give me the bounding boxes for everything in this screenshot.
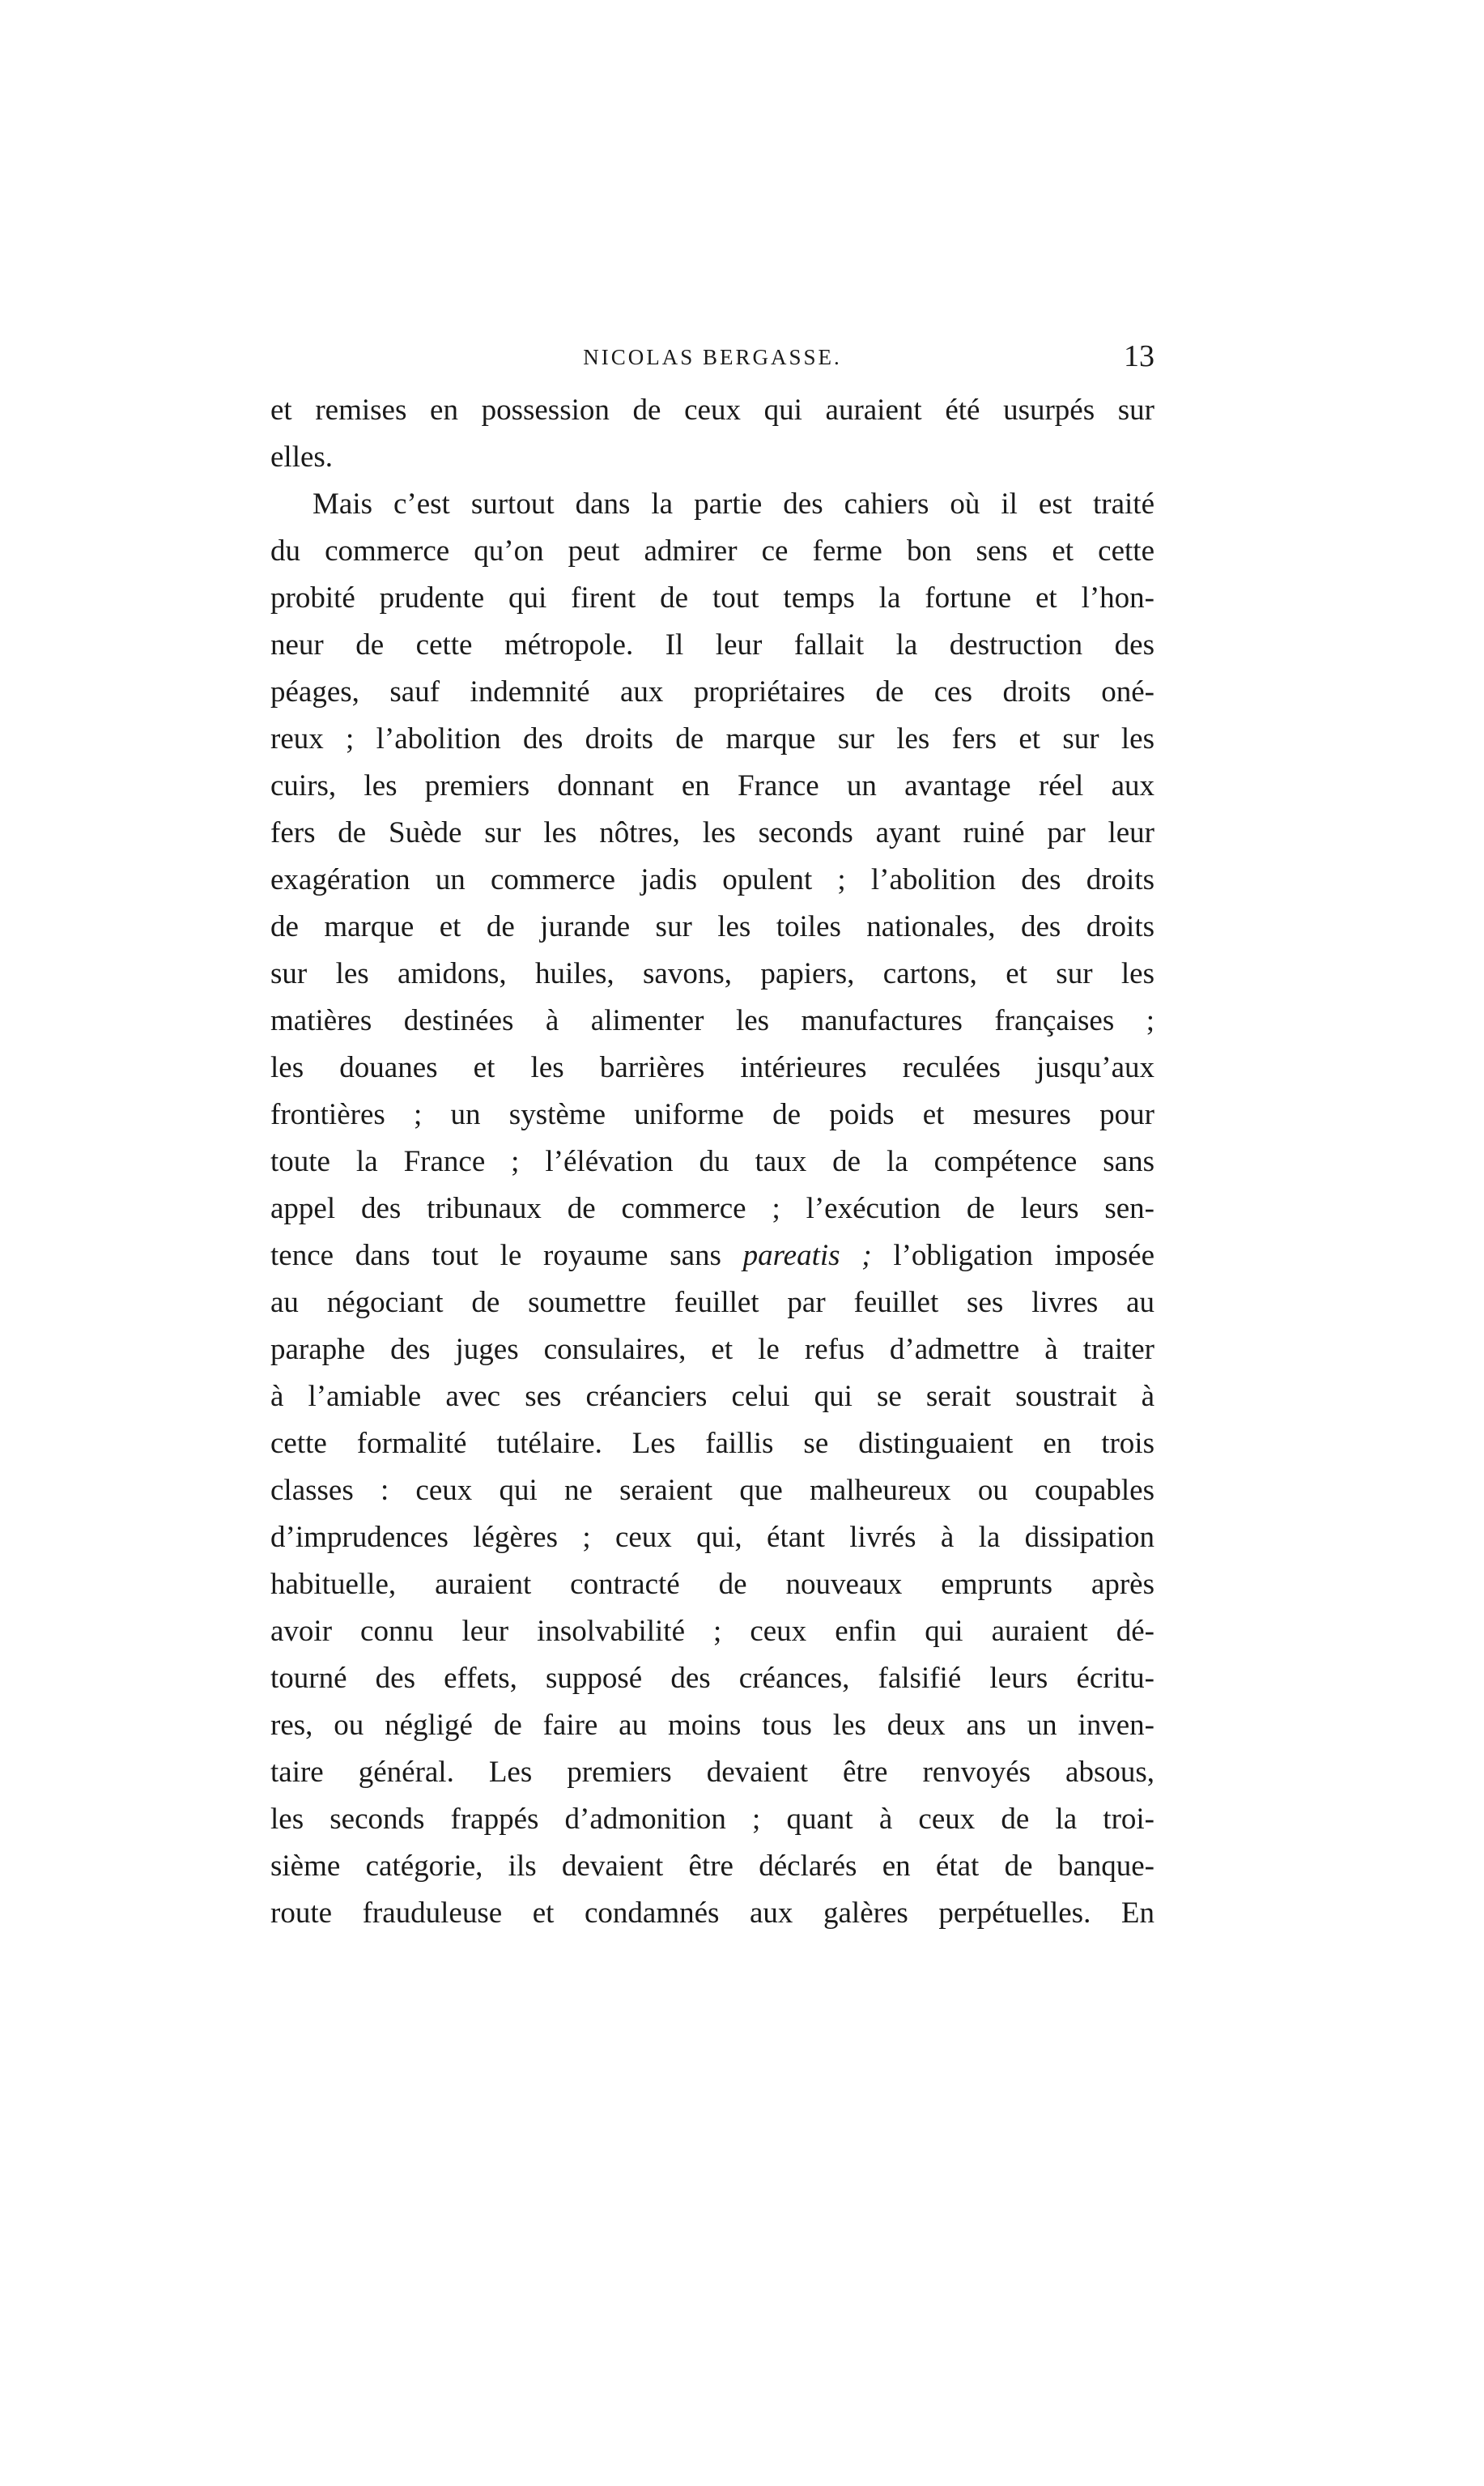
text-line: sur les amidons, huiles, savons, papiers, cartons, et sur les <box>270 957 1154 990</box>
text-line: elles. <box>270 441 334 474</box>
body-text <box>270 387 1154 1937</box>
text-line: habituelle, auraient contracté de nouveaux emprunts après <box>270 1568 1154 1601</box>
text-line: au négociant de soumettre feuillet par feuillet ses livres au <box>270 1286 1154 1319</box>
text-line <box>270 1232 1154 1279</box>
text-run: l’obligation imposée <box>871 1239 1154 1272</box>
text-line: classes : ceux qui ne seraient que malheureux ou coupables <box>270 1474 1154 1507</box>
text-line: matières destinées à alimenter les manufactures françaises ; <box>270 1004 1154 1037</box>
text-line: du commerce qu’on peut admirer ce ferme bon sens et cette <box>270 534 1154 568</box>
text-line: frontières ; un système uniforme de poids et mesures pour <box>270 1098 1154 1131</box>
text-line: neur de cette métropole. Il leur fallait la destruction des <box>270 628 1154 662</box>
text-line: d’imprudences légères ; ceux qui, étant livrés à la dissipation <box>270 1521 1154 1554</box>
text-line: toute la France ; l’élévation du taux de la compétence sans <box>270 1145 1154 1178</box>
text-line: reux ; l’abolition des droits de marque sur les fers et sur les <box>270 722 1154 756</box>
text-line: Mais c’est surtout dans la partie des cahiers où il est traité <box>313 487 1154 521</box>
text-line: cuirs, les premiers donnant en France un avantage réel aux <box>270 769 1154 802</box>
text-line: exagération un commerce jadis opulent ; l’abolition des droits <box>270 863 1154 896</box>
text-line: cette formalité tutélaire. Les faillis se distinguaient en trois <box>270 1427 1154 1460</box>
text-line: route frauduleuse et condamnés aux galères perpétuelles. En <box>270 1896 1154 1930</box>
page-number: 13 <box>1124 339 1154 373</box>
text-line: péages, sauf indemnité aux propriétaires de ces droits oné- <box>270 675 1154 709</box>
text-line: probité prudente qui firent de tout temps la fortune et l’hon- <box>270 581 1154 615</box>
italic-term: pareatis ; <box>742 1239 872 1272</box>
text-run: tence dans tout le royaume sans <box>270 1239 743 1272</box>
running-title: NICOLAS BERGASSE. <box>583 345 842 369</box>
text-line: sième catégorie, ils devaient être déclarés en état de banque- <box>270 1850 1154 1883</box>
running-head <box>270 338 1154 379</box>
text-line: paraphe des juges consulaires, et le refus d’admettre à traiter <box>270 1333 1154 1366</box>
text-line: res, ou négligé de faire au moins tous les deux ans un inven- <box>270 1709 1154 1742</box>
text-line: avoir connu leur insolvabilité ; ceux enfin qui auraient dé- <box>270 1615 1154 1648</box>
text-line: fers de Suède sur les nôtres, les seconds ayant ruiné par leur <box>270 816 1154 849</box>
text-line: les seconds frappés d’admonition ; quant à ceux de la troi- <box>270 1803 1154 1836</box>
text-line: taire général. Les premiers devaient être renvoyés absous, <box>270 1756 1154 1789</box>
text-line: les douanes et les barrières intérieures reculées jusqu’aux <box>270 1051 1154 1084</box>
text-line: tourné des effets, supposé des créances, falsifié leurs écritu- <box>270 1662 1154 1695</box>
text-line: de marque et de jurande sur les toiles nationales, des droits <box>270 910 1154 943</box>
text-line: appel des tribunaux de commerce ; l’exécution de leurs sen- <box>270 1192 1154 1225</box>
text-line: à l’amiable avec ses créanciers celui qui se serait soustrait à <box>270 1380 1154 1413</box>
text-line: et remises en possession de ceux qui auraient été usurpés sur <box>270 394 1154 427</box>
